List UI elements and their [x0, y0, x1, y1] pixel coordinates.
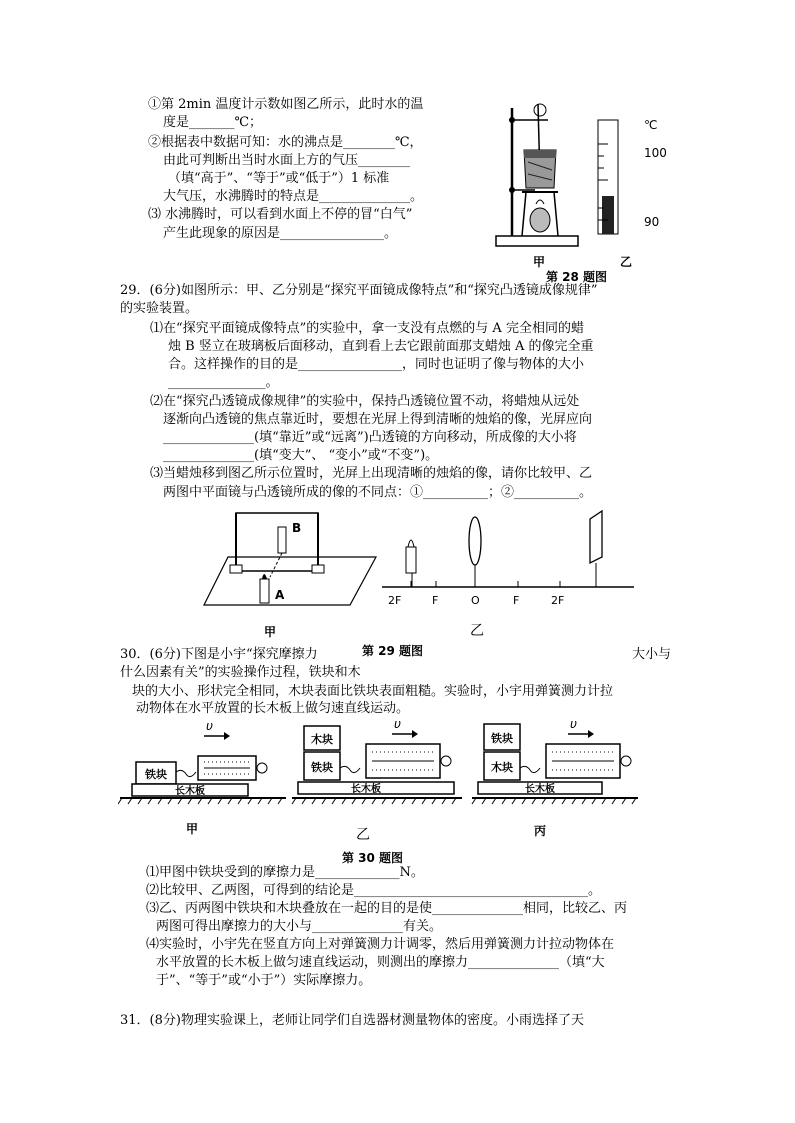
q30-caption: 第 30 题图: [342, 851, 404, 865]
axis-2F-left: 2F: [388, 594, 402, 607]
friction-figure-bing: [470, 716, 640, 816]
q29-line-7: ⑵在“探究凸透镜成像规律”的实验中，保持凸透镜位置不动，将蜡烛从远处: [150, 394, 580, 409]
axis-O: O: [471, 594, 480, 607]
plane-mirror-figure: [200, 505, 380, 613]
q29-fig-yi-label: 乙: [470, 623, 484, 639]
board-jia: 长木板: [175, 786, 205, 797]
iron-block-bing: 铁块: [491, 732, 513, 745]
convex-lens-figure: [378, 505, 638, 595]
board-yi: 长木板: [351, 784, 381, 795]
q28-line-6: 大气压，水沸腾时的特点是______________。: [163, 189, 424, 204]
wood-block-yi: 木块: [311, 733, 333, 746]
q28-line-1: ①第 2min 温度计示数如图乙所示，此时水的温: [148, 97, 424, 112]
wood-block-bing: 木块: [491, 761, 513, 774]
q30-question-3: ⑶乙、丙两图中铁块和木块叠放在一起的目的是使______________相同，比较乙、丙: [146, 901, 628, 916]
velocity-label-jia: υ: [206, 719, 213, 733]
q28-fig-yi-label: 乙: [620, 255, 633, 269]
q29-line-11: ⑶当蜡烛移到图乙所示位置时，光屏上出现清晰的烛焰的像，请你比较甲、乙: [150, 466, 593, 481]
q29-line-3: ⑴在“探究平面镜成像特点”的实验中，拿一支没有点燃的与 A 完全相同的蜡: [150, 321, 584, 336]
iron-block-yi: 铁块: [311, 761, 333, 774]
q30-head-left: 30．(6分)下图是小宇“探究摩擦力: [120, 647, 318, 662]
q28-line-7: ⑶ 水沸腾时，可以看到水面上不停的冒“白气”: [148, 207, 413, 222]
velocity-label-yi: υ: [394, 717, 401, 731]
boiling-figure: [490, 100, 665, 270]
velocity-label-bing: υ: [570, 717, 577, 731]
q30-line-1: 什么因素有关”的实验操作过程，铁块和木: [120, 665, 361, 680]
q28-line-5: （填“高于”、“等于”或“低于”）1 标准: [168, 171, 390, 186]
board-bing: 长木板: [525, 784, 555, 795]
iron-block-jia: 铁块: [145, 768, 167, 781]
q29-line-5: 合。这样操作的目的是________________，同时也证明了像与物体的大小: [168, 357, 585, 372]
q30-question-5: ⑷实验时，小宇先在竖直方向上对弹簧测力计调零，然后用弹簧测力计拉动物体在: [146, 937, 615, 952]
axis-2F-right: 2F: [551, 594, 565, 607]
q28-line-4: 由此可判断出当时水面上方的气压________: [163, 153, 411, 168]
friction-figure-jia: [118, 718, 290, 812]
label-A: A: [275, 588, 285, 602]
q30-question-7: 于”、“等于”或“小于”）实际摩擦力。: [156, 973, 372, 988]
q30-fig-bing-label: 丙: [534, 824, 547, 838]
q30-line-3: 动物体在水平放置的长木板上做匀速直线运动。: [136, 701, 410, 716]
q30-head-right: 大小与: [632, 647, 672, 662]
q28-line-8: 产生此现象的原因是________________。: [163, 226, 398, 241]
q29-line-12: 两图中平面镜与凸透镜所成的像的不同点：①__________；②__________。: [163, 485, 593, 500]
q30-question-6: 水平放置的长木板上做匀速直线运动，则测出的摩擦力______________（填“大: [156, 955, 605, 970]
q30-fig-jia-label: 甲: [186, 822, 199, 836]
friction-figure-yi: [290, 716, 465, 816]
thermo-unit: ℃: [644, 118, 658, 132]
q28-fig-jia-label: 甲: [533, 255, 546, 269]
q29-fig-jia-label: 甲: [264, 625, 277, 639]
axis-F-right: F: [513, 594, 520, 607]
q29-line-10: ______________(填“变大”、 “变小”或“不变”)。: [163, 448, 439, 463]
q30-question-4: 两图可得出摩擦力的大小与______________有关。: [156, 919, 443, 934]
thermo-90: 90: [644, 215, 660, 229]
q30-question-2: ⑵比较甲、乙两图，可得到的结论是____________________________________。: [146, 883, 602, 898]
q29-line-4: 烛 B 竖立在玻璃板后面移动，直到看上去它跟前面那支蜡烛 A 的像完全重: [168, 339, 594, 354]
thermo-100: 100: [644, 146, 667, 160]
q30-question-1: ⑴甲图中铁块受到的摩擦力是_____________N。: [146, 865, 424, 880]
label-B: B: [292, 521, 302, 535]
q28-line-2: 度是_______℃；: [163, 115, 263, 130]
q29-caption: 第 29 题图: [362, 644, 424, 658]
q30-fig-yi-label: 乙: [356, 827, 370, 843]
q30-line-2: 块的大小、形状完全相同，木块表面比铁块表面粗糙。实验时，小宇用弹簧测力计拉: [132, 684, 614, 699]
q31-line-1: 31．(8分)物理实验课上，老师让同学们自选器材测量物体的密度。小雨选择了天: [120, 1013, 584, 1028]
q29-line-6: _______________。: [168, 375, 279, 390]
q29-line-1: 29．(6分)如图所示：甲、乙分别是“探究平面镜成像特点”和“探究凸透镜成像规律”: [120, 283, 598, 298]
axis-F-left: F: [432, 594, 439, 607]
q29-line-8: 逐渐向凸透镜的焦点靠近时，要想在光屏上得到清晰的烛焰的像，光屏应向: [163, 412, 593, 427]
q28-caption: 第 28 题图: [546, 270, 608, 284]
q29-line-2: 的实验装置。: [120, 301, 199, 316]
q28-line-3: ②根据表中数据可知：水的沸点是________℃，: [148, 135, 423, 150]
q29-line-9: ______________(填“靠近”或“远离”)凸透镜的方向移动，所成像的大小将: [163, 430, 577, 445]
